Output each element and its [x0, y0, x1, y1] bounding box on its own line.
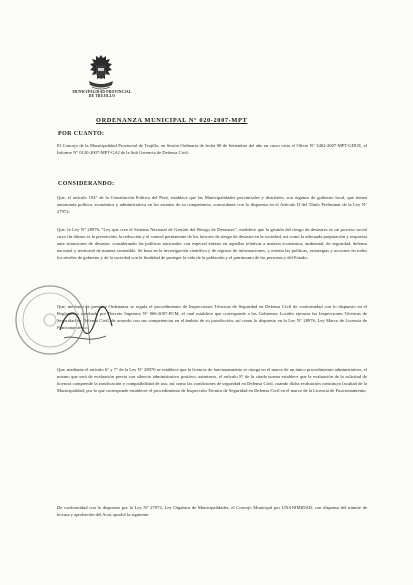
considerando-paragraph-1	[57, 195, 367, 216]
paragraph-text: El Concejo de la Municipalidad Provincial de Trujillo, en Sesión Ordinaria de fecha 06 de Setiembre del año en curso visto el Oficio N° 3402-2007-MPT-GDUE, el Informe N° 0120-2007-MPT-GAJ de la Sub Gerencia de Defensa Civil;	[57, 143, 367, 155]
considerando-heading: CONSIDERANDO:	[58, 181, 115, 187]
paragraph-text: De conformidad con lo dispuesto por la Ley N° 27972, Ley Orgánica de Municipalidades, el Concejo Municipal por UNANIMIDAD, con dispensa del trámite de lectura y aprobación del Acta, aprobó la siguiente:	[57, 505, 367, 517]
institution-name	[62, 90, 142, 99]
paragraph-text: Que, el artículo 194° de la Constitución Política del Perú, establece que las Municipalidades provinciales y distritales, son órganos de gobierno local, que tienen autonomía política, económica y administrativa en los asuntos de su competencia, concordante con lo dispuesto en el Artículo II del Título Preliminar de la Ley N° 27972;	[57, 195, 367, 214]
coat-of-arms-icon	[84, 54, 118, 92]
institution-line-2: DE TRUJILLO	[88, 94, 116, 99]
considerando-paragraph-2	[57, 227, 367, 262]
por-cuanto-paragraph	[57, 143, 367, 157]
document-title: ORDENANZA MUNICIPAL N° 020-2007-MPT	[96, 117, 248, 124]
institution-line-1: MUNICIPALIDAD PROVINCIAL	[72, 90, 132, 94]
considerando-paragraph-4	[57, 367, 367, 395]
paragraph-text: Que, mediante el artículo 6° y 7° de la Ley N° 28976 se establece que la licencia de funcionamiento se otorga en el marco de un único procedimiento administrativo, el mismo que será de evaluación previa con silencio administrativo positivo; asimismo, el artículo 8° de la citada norma establece que la evaluación de la solicitud de licencia comprende la zonificación y compatibilidad de uso, así como las condiciones de seguridad en Defensa Civil, cuando dicha evaluación constituya facultad de la Municipalidad; por lo que corresponde establecer el procedimiento de Inspección Técnica de Seguridad en Defensa Civil en el marco de la Licencia de Funcionamiento;	[57, 367, 367, 393]
paragraph-text: Que, la Ley N° 28976, "Ley que crea el Sistema Nacional de Gestión del Riesgo de Desastres", establece que la gestión del riesgo de desastres es un proceso social cuyo fin último es la prevención, la reducción y el control permanente de los factores de riesgo de desastre en la sociedad, así como la adecuada preparación y respuesta ante situaciones de desastre, considerando las políticas nacionales con especial énfasis en aquellas relativas a materia económica, ambiental, de seguridad, defensa nacional y territorial de manera sostenible. Se basa en la investigación científica y de registro de informaciones, y orienta las políticas, estrategias y acciones en todos los niveles de gobierno y de la sociedad con la finalidad de proteger la vida de la población y el patrimonio de las personas y del Estado;	[57, 227, 367, 260]
paragraph-text: Que, mediante la presente Ordenanza se regula el procedimiento de Inspecciones Técnicas de Seguridad en Defensa Civil de conformidad con lo dispuesto en el Reglamento aprobado por Decreto Supremo N° 066-2007-PCM, el cual establece que corresponde a los Gobiernos Locales ejecutar las Inspecciones Técnicas de Seguridad en Defensa Civil, de acuerdo con sus competencias en el ámbito de su jurisdicción; así como lo dispuesto en la Ley N° 28976, Ley Marco de Licencia de Funcionamiento;	[57, 304, 367, 330]
considerando-paragraph-5	[57, 505, 367, 519]
handwritten-signature	[56, 300, 116, 350]
por-cuanto-heading: POR CUANTO:	[58, 131, 105, 137]
